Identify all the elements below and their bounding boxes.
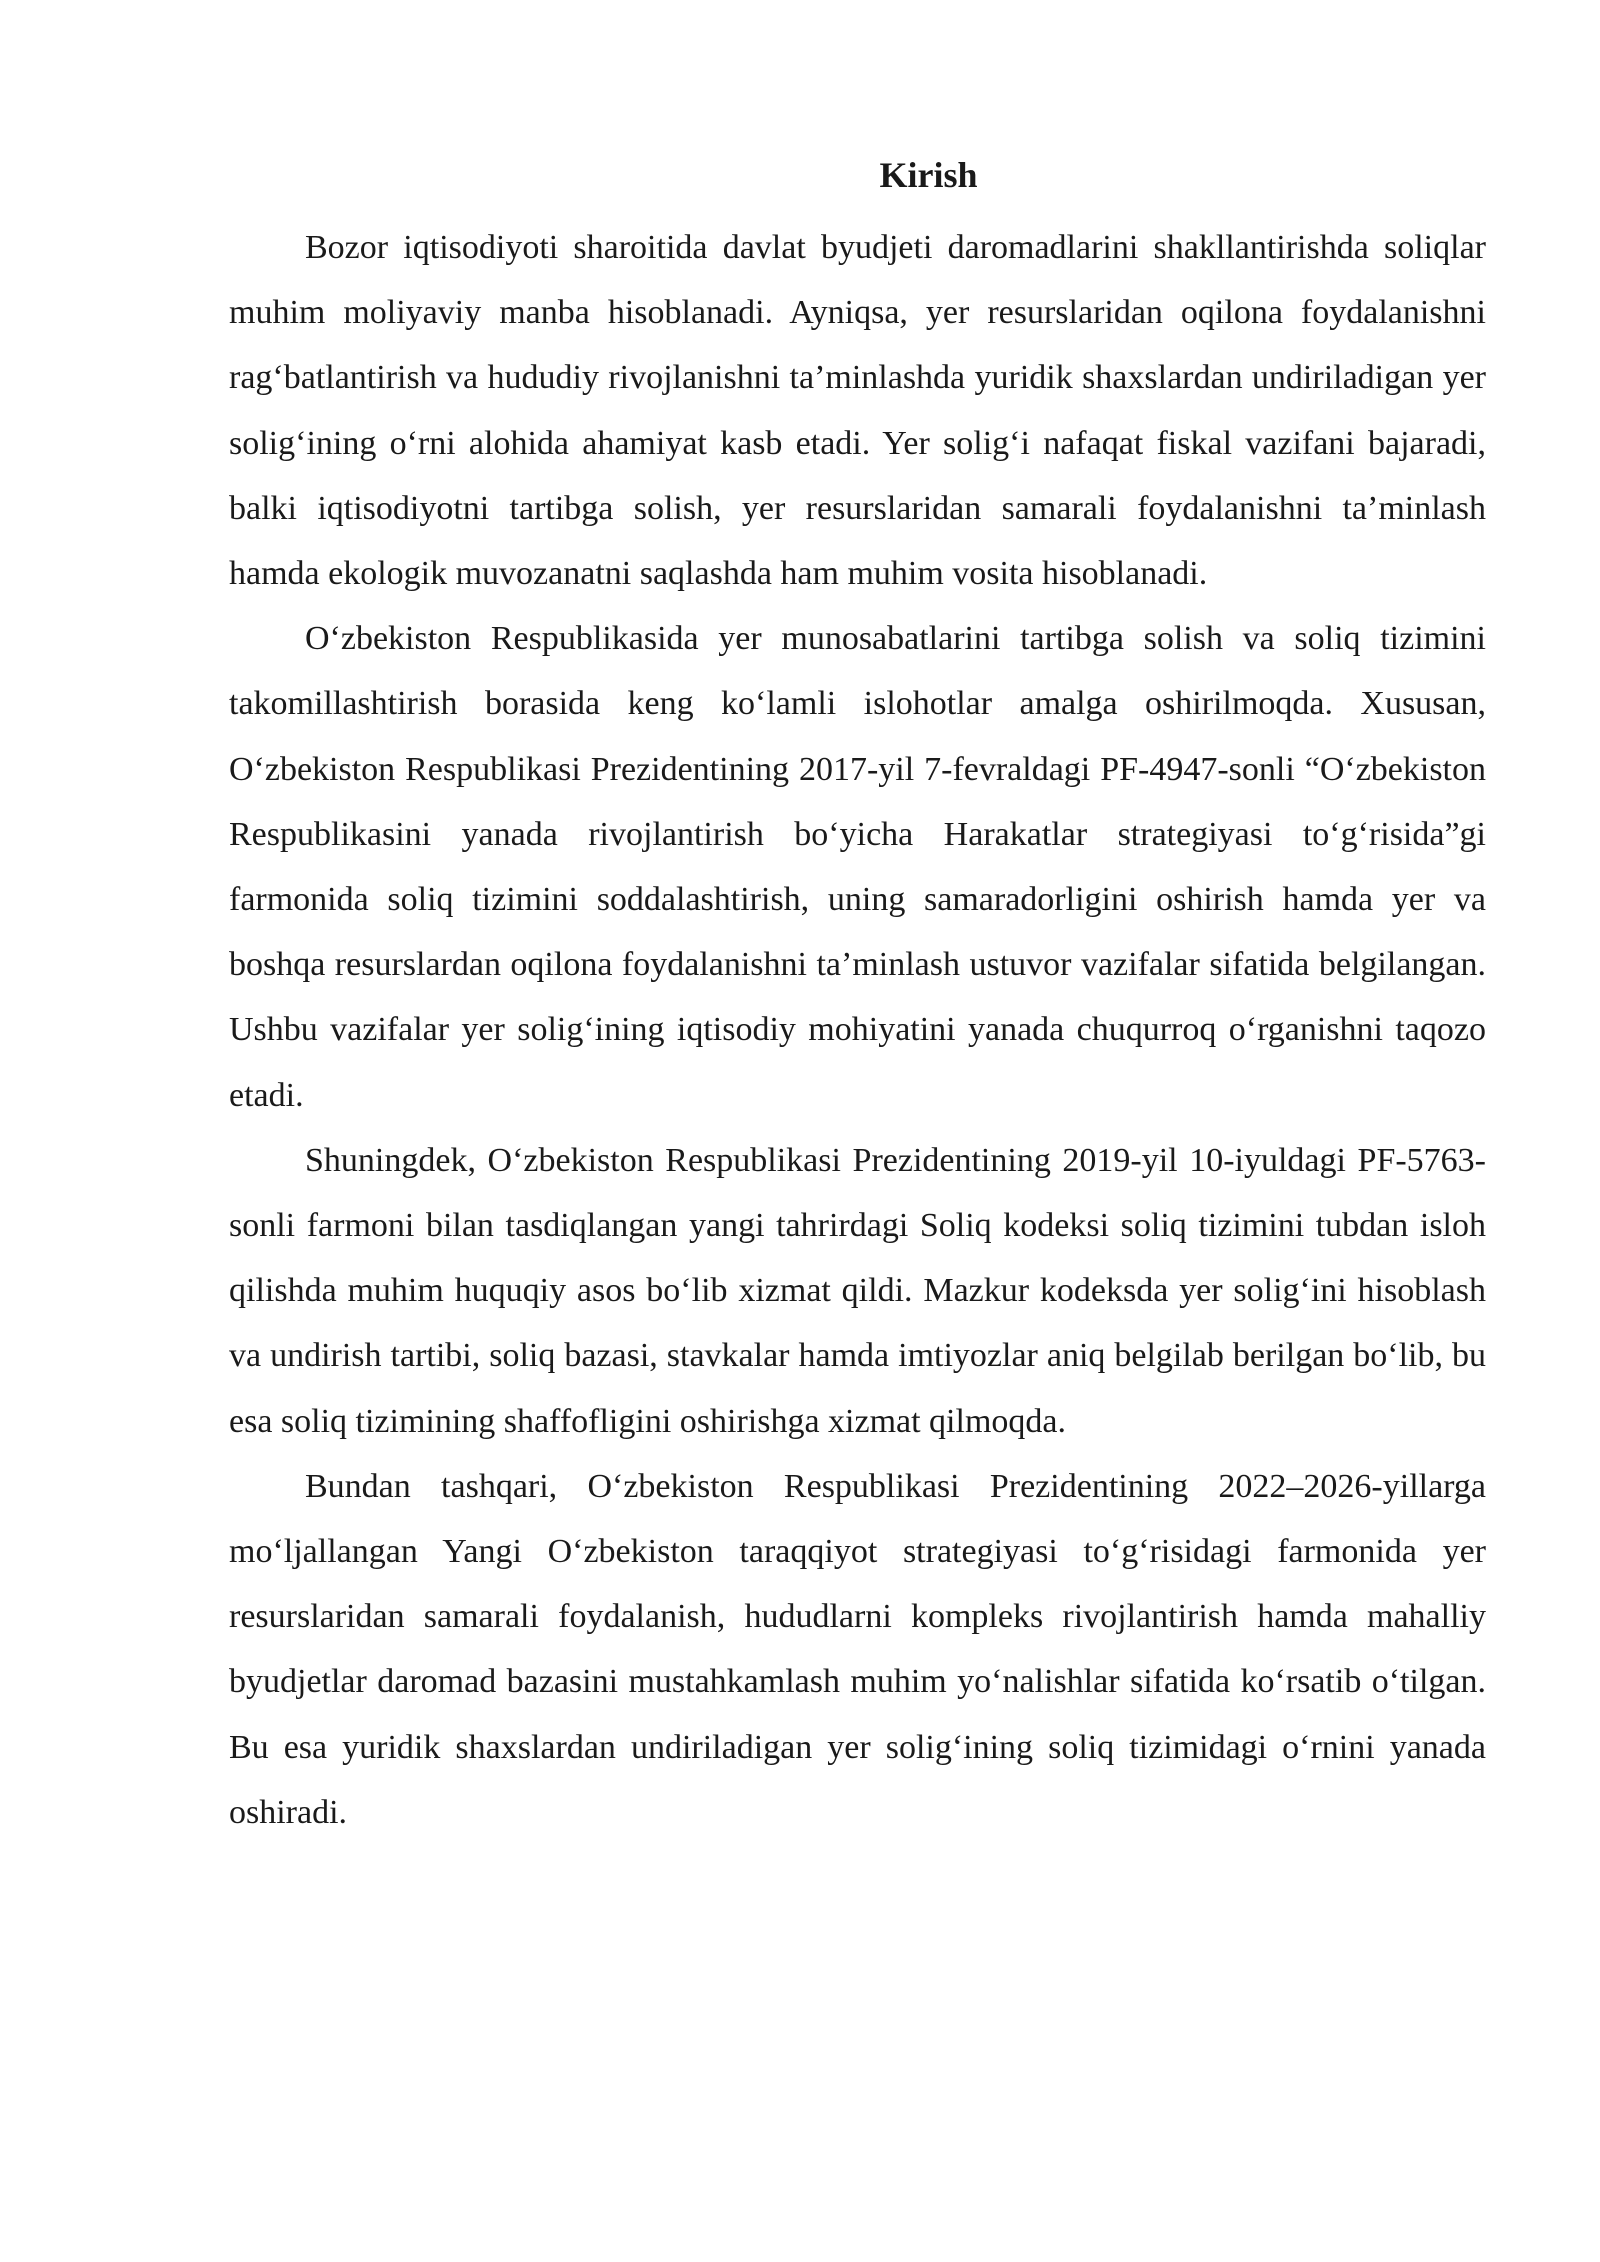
section-title: Kirish <box>879 155 978 195</box>
document-page <box>229 150 1486 1845</box>
paragraph-2: O‘zbekiston Respublikasida yer munosabatlarini tartibga solish va soliq tizimini takomillashtirish borasida keng ko‘lamli islohotlar amalga oshirilmoqda. Xususan, O‘zbekiston Respublikasi Prezidentining 2017-yil 7-fevraldagi PF-4947-sonli “O‘zbekiston Respublikasini yanada rivojlantirish bo‘yicha Harakatlar strategiyasi to‘g‘risida”gi farmonida soliq tizimini soddalashtirish, uning samaradorligini oshirish hamda yer va boshqa resurslardan oqilona foydalanishni ta’minlash ustuvor vazifalar sifatida belgilangan. Ushbu vazifalar yer solig‘ining iqtisodiy mohiyatini yanada chuqurroq o‘rganishni taqozo etadi. <box>229 620 1486 1114</box>
paragraph-4: Bundan tashqari, O‘zbekiston Respublikasi Prezidentining 2022–2026-yillarga mo‘ljallangan Yangi O‘zbekiston taraqqiyot strategiyasi to‘g‘risidagi farmonida yer resurslaridan samarali foydalanish, hududlarni kompleks rivojlantirish hamda mahalliy byudjetlar daromad bazasini mustahkamlash muhim yo‘nalishlar sifatida ko‘rsatib o‘tilgan. Bu esa yuridik shaxslardan undiriladigan yer solig‘ining soliq tizimidagi o‘rnini yanada oshiradi. <box>229 1467 1486 1831</box>
paragraph-3: Shuningdek, O‘zbekiston Respublikasi Prezidentining 2019-yil 10-iyuldagi PF-5763-sonli farmoni bilan tasdiqlangan yangi tahrirdagi Soliq kodeksi soliq tizimini tubdan isloh qilishda muhim huquqiy asos bo‘lib xizmat qildi. Mazkur kodeksda yer solig‘ini hisoblash va undirish tartibi, soliq bazasi, stavkalar hamda imtiyozlar aniq belgilab berilgan bo‘lib, bu esa soliq tizimining shaffofligini oshirishga xizmat qilmoqda. <box>229 1141 1486 1440</box>
paragraph-1: Bozor iqtisodiyoti sharoitida davlat byudjeti daromadlarini shakllantirishda soliqlar muhim moliyaviy manba hisoblanadi. Ayniqsa, yer resurslaridan oqilona foydalanishni rag‘batlantirish va hududiy rivojlanishni ta’minlashda yuridik shaxslardan undiriladigan yer solig‘ining o‘rni alohida ahamiyat kasb etadi. Yer solig‘i nafaqat fiskal vazifani bajaradi, balki iqtisodiyotni tartibga solish, yer resurslaridan samarali foydalanishni ta’minlash hamda ekologik muvozanatni saqlashda ham muhim vosita hisoblanadi. <box>229 229 1486 593</box>
